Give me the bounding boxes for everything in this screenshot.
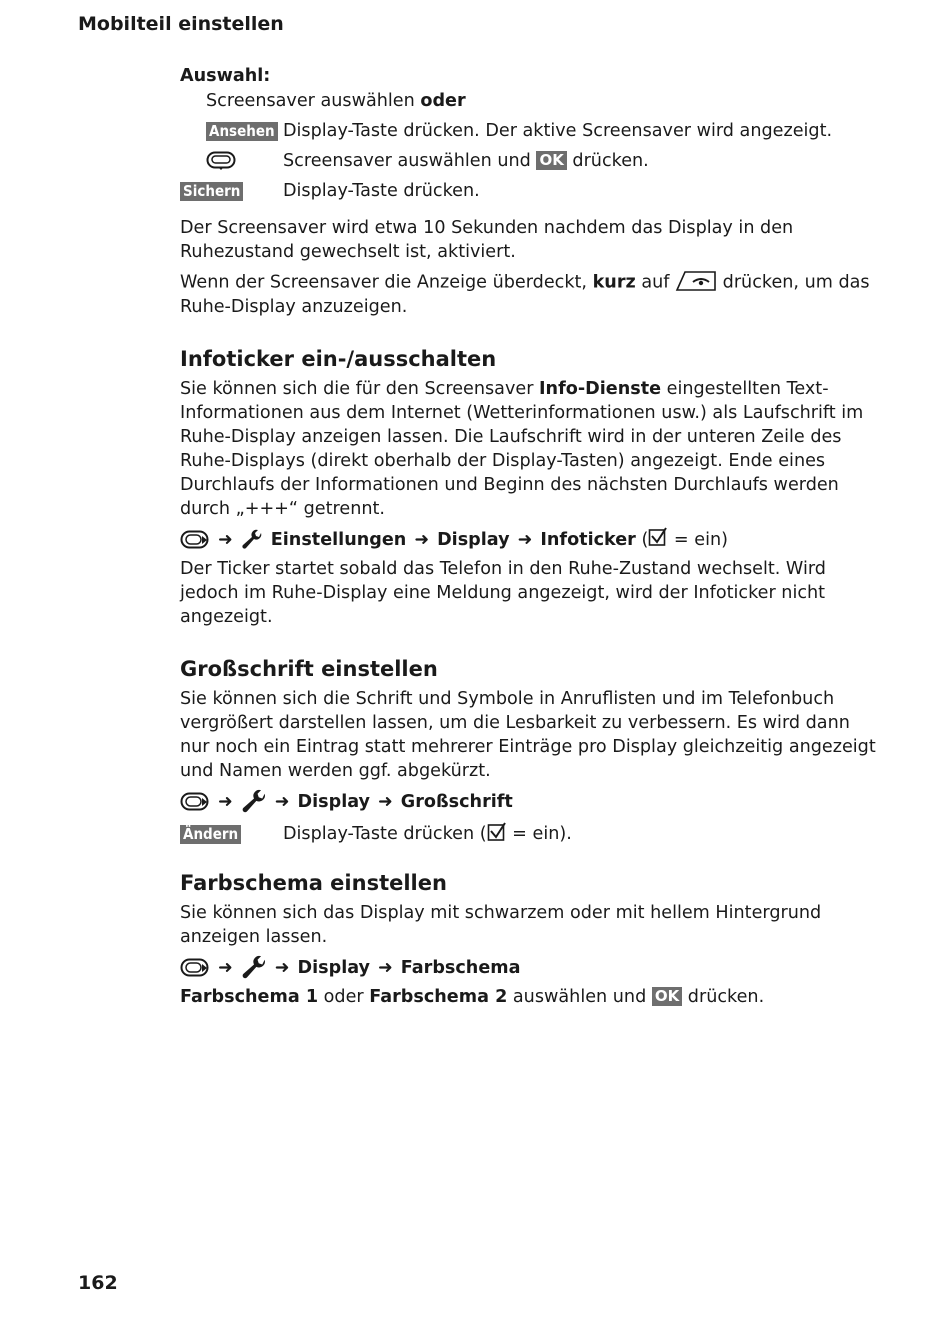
nav-suffix-b: = ein) xyxy=(668,530,728,550)
nav-farbschema: Farbschema xyxy=(400,958,521,978)
para2-b: auf xyxy=(635,272,676,293)
step-text-aendern xyxy=(283,822,572,849)
para2-a: Wenn der Screensaver die Anzeige überdeckt, xyxy=(180,272,593,293)
farbschema-paragraph-1: Sie können sich das Display mit schwarzem oder mit hellem Hintergrund anzeigen lassen. xyxy=(180,903,822,947)
navigation-path-farbschema xyxy=(180,953,880,983)
menu-key-icon xyxy=(180,958,210,978)
auswahl-intro-bold: oder xyxy=(420,91,466,111)
infoticker-p1-bold: Info-Dienste xyxy=(539,379,662,399)
arrow-right-icon: ➜ xyxy=(517,530,533,550)
nav-display: Display xyxy=(297,958,371,978)
arrow-right-icon: ➜ xyxy=(218,792,233,812)
nav-display: Display xyxy=(437,530,510,550)
wrench-icon xyxy=(241,789,267,815)
farbschema-1: Farbschema 1 xyxy=(180,987,319,1007)
running-header: Mobilteil einstellen xyxy=(78,13,284,35)
aendern-text-a: Display-Taste drücken ( xyxy=(283,824,487,844)
arrow-right-icon: ➜ xyxy=(274,958,290,978)
arrow-right-icon: ➜ xyxy=(378,792,393,812)
checkbox-checked-icon xyxy=(648,527,668,554)
arrow-right-icon: ➜ xyxy=(218,530,233,550)
infoticker-paragraph-1 xyxy=(180,377,880,521)
control-key-updown-icon xyxy=(206,151,236,178)
auswahl-intro xyxy=(206,89,880,113)
ok-key: OK xyxy=(652,987,682,1006)
navigation-path-grossschrift xyxy=(180,787,880,817)
section-title-infoticker: Infoticker ein-/ausschalten xyxy=(180,347,497,371)
farbschema-p2-a: oder xyxy=(318,987,370,1007)
auswahl-label: Auswahl: xyxy=(180,66,271,86)
aendern-text-b: = ein). xyxy=(506,824,572,844)
softkey-ansehen-label: Ansehen xyxy=(206,122,278,141)
softkey-aendern-label: Ändern xyxy=(180,825,241,844)
auswahl-intro-text: Screensaver auswählen xyxy=(206,91,421,111)
section-title-farbschema: Farbschema einstellen xyxy=(180,871,447,895)
step-text-ansehen: Display-Taste drücken. Der aktive Screensaver wird angezeigt. xyxy=(283,121,833,141)
step-row-ansehen xyxy=(180,117,880,147)
ok-key: OK xyxy=(536,151,566,170)
para2-c: drücken, um das Ruhe-Display anzuzeigen. xyxy=(180,272,870,317)
infoticker-p1-a: Sie können sich die für den Screensaver xyxy=(180,379,540,399)
step-text-select-a: Screensaver auswählen und xyxy=(283,151,537,171)
step-row-sichern xyxy=(180,177,880,207)
nav-grossschrift: Großschrift xyxy=(400,792,513,812)
farbschema-2: Farbschema 2 xyxy=(369,987,508,1007)
screensaver-paragraph-1: Der Screensaver wird etwa 10 Sekunden nachdem das Display in den Ruhezustand gewechselt ist, aktiviert. xyxy=(180,218,794,262)
nav-einstellungen: Einstellungen xyxy=(270,530,407,550)
step-row-select xyxy=(180,147,880,177)
softkey-sichern-label: Sichern xyxy=(180,182,243,201)
softkey-sichern xyxy=(180,179,243,203)
section-title-grossschrift: Großschrift einstellen xyxy=(180,657,438,681)
infoticker-p1-b: eingestellten Text-Informationen aus dem Internet (Wetterinformationen usw.) als Laufschrift im Ruhe-Display anzeigen lassen. Die Laufschrift wird in der unteren Zeile des Ruhe-Displays (direkt oberhalb der Display-Tasten) angezeigt. Ende eines Durchlaufs der Informationen und Beginn des nächsten Durchlaufs werden durch „+++“ getrennt. xyxy=(180,379,864,519)
step-text-select xyxy=(283,149,649,173)
para2-bold: kurz xyxy=(592,272,636,293)
step-text-sichern: Display-Taste drücken. xyxy=(283,181,480,201)
farbschema-p2-b: auswählen und xyxy=(507,987,652,1007)
softkey-aendern xyxy=(180,822,241,846)
checkbox-checked-icon xyxy=(487,822,507,849)
arrow-right-icon: ➜ xyxy=(218,958,233,978)
nav-display: Display xyxy=(297,792,371,812)
page-content xyxy=(180,64,880,1009)
nav-infoticker: Infoticker xyxy=(540,530,636,550)
grossschrift-paragraph-1: Sie können sich die Schrift und Symbole in Anruflisten und im Telefonbuch vergrößert darstellen lassen, um die Lesbarkeit zu verbessern. Es wird dann nur noch ein Eintrag statt mehrerer Einträge pro Display gleichzeitig angezeigt und Namen werden ggf. abgekürzt. xyxy=(180,689,876,781)
step-text-select-b: drücken. xyxy=(566,151,649,171)
menu-key-icon xyxy=(180,792,210,812)
farbschema-paragraph-2 xyxy=(180,985,880,1009)
wrench-icon xyxy=(241,955,267,981)
navigation-path-infoticker xyxy=(180,525,880,555)
screensaver-paragraph-2 xyxy=(180,270,880,319)
nav-suffix-a: ( xyxy=(635,530,649,550)
softkey-ansehen xyxy=(206,119,278,143)
step-row-aendern xyxy=(180,819,880,849)
arrow-right-icon: ➜ xyxy=(414,530,430,550)
menu-key-icon xyxy=(180,530,210,550)
wrench-icon xyxy=(241,529,263,551)
arrow-right-icon: ➜ xyxy=(274,792,290,812)
end-call-key-icon xyxy=(675,270,717,295)
farbschema-p2-c: drücken. xyxy=(682,987,765,1007)
page-number: 162 xyxy=(78,1272,118,1294)
arrow-right-icon: ➜ xyxy=(378,958,393,978)
infoticker-paragraph-2: Der Ticker startet sobald das Telefon in den Ruhe-Zustand wechselt. Wird jedoch im Ruhe-Display eine Meldung angezeigt, wird der Infoticker nicht angezeigt. xyxy=(180,559,826,627)
